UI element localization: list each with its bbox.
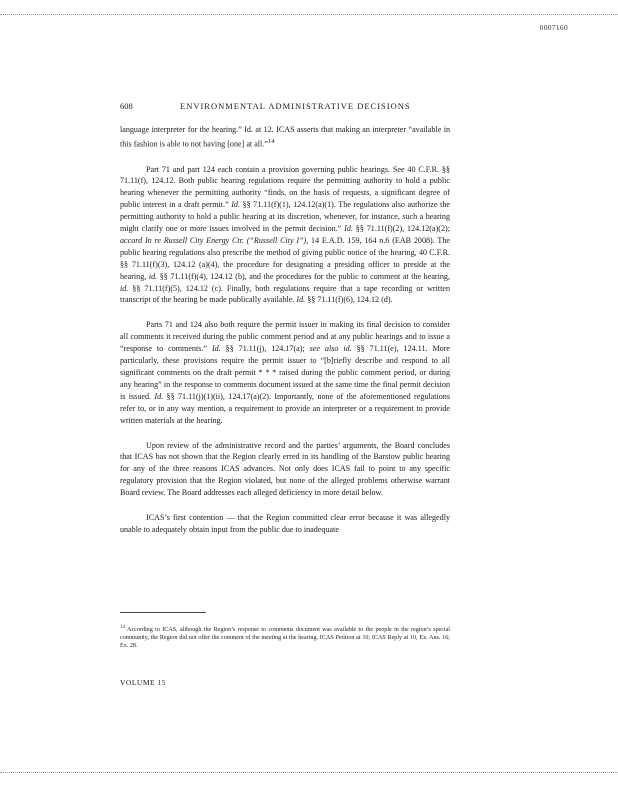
footnote [120, 624, 450, 650]
footnote-divider [120, 612, 206, 613]
body-text [120, 124, 450, 549]
footnote-number: 14 [120, 625, 125, 630]
scan-edge-top [0, 14, 618, 16]
paragraph-public-hearings: Part 71 and part 124 each contain a provision governing public hearings. See 40 C.F.R. §§ 71.11(f), 124.12. Both public hearing regulations require the permitting authority to hold a public hearing whenever the permitting authority “finds, on the basis of requests, a significant degree of public interest in a draft permit.” Id. §§ 71.11(f)(1), 124.12(a)(1). The regulations also authorize the permitting authority to hold a public hearing at its discretion, whenever, for instance, such a hearing might clarify one or more issues involved in the permit decision.” Id. §§ 71.11(f)(2), 124.12(a)(2); accord In re Russell City Energy Ctr. (“Russell City I”), 14 E.A.D. 159, 164 n.6 (EAB 2008). The public hearing regulations also prescribe the method of giving public notice of the hearing, 40 C.F.R. §§ 71.11(f)(3), 124.12 (a)(4), the procedure for designating a presiding officer to preside at the hearing, id. §§ 71.11(f)(4), 124.12 (b), and the procedures for the public to comment at the hearing, id. §§ 71.11(f)(5), 124.12 (c). Finally, both regulations require that a tape recording or written transcript of the hearing be made publically available. Id. §§ 71.11(f)(6), 124.12 (d). [120, 164, 450, 305]
paragraph-board-conclusion: Upon review of the administrative record and the parties’ arguments, the Board concludes that ICAS has not shown that the Region clearly erred in its handling of the Barstow public hearing for any of the three reasons ICAS advances. Not only does ICAS fail to point to any specific regulatory provision that the Region violated, but none of the alleged problems otherwise warrant Board review. The Board addresses each alleged deficiency in more detail below. [120, 440, 450, 498]
volume-label: VOLUME 15 [120, 678, 166, 687]
running-header [120, 101, 560, 111]
paragraph-first-contention: ICAS’s first contention — that the Region committed clear error because it was allegedly unable to adequately obtain input from the public due to inadequate [120, 513, 450, 534]
paragraph-response-to-comments: Parts 71 and 124 also both require the permit issuer in making its final decision to consider all comments it received during the public comment period and at any public hearings and to issue a “response to comments.” Id. §§ 71.11(j), 124.17(a); see also id. §§ 71.11(e), 124.11. More particularly, these provisions require the permit issuer to “[b]riefly describe and respond to all significant comments on the draft permit * * * raised during the public comment period, or during any hearing” in the response to comments document issued at the same time the final permit decision is issued. Id. §§ 71.11(j)(1)(ii), 124.17(a)(2). Importantly, none of the aforementioned regulations refer to, or in any way mention, a requirement to provide an interpreter or a requirement to provide written materials at the hearing. [120, 320, 450, 425]
paragraph-continued: language interpreter for the hearing.” Id. at 12. ICAS asserts that making an interpreter “available in this fashion is able to not having [one] at all.”$^{14}$ [120, 125, 450, 149]
footnote-text: According to ICAS, although the Region’s response to comments document was available to the people in the region’s special community, the Region did not offer the comment of the meeting at the hearing. ICAS Petition at 10; ICAS Reply at 10, Ex. Ans. 16; Ex. 28. [120, 627, 450, 650]
footnote-ref: 14 [267, 137, 275, 145]
page-number: 608 [120, 101, 133, 111]
scan-edge-bottom [0, 772, 618, 774]
document-id: 0007160 [539, 23, 568, 32]
running-title: ENVIRONMENTAL ADMINISTRATIVE DECISIONS [180, 101, 411, 111]
